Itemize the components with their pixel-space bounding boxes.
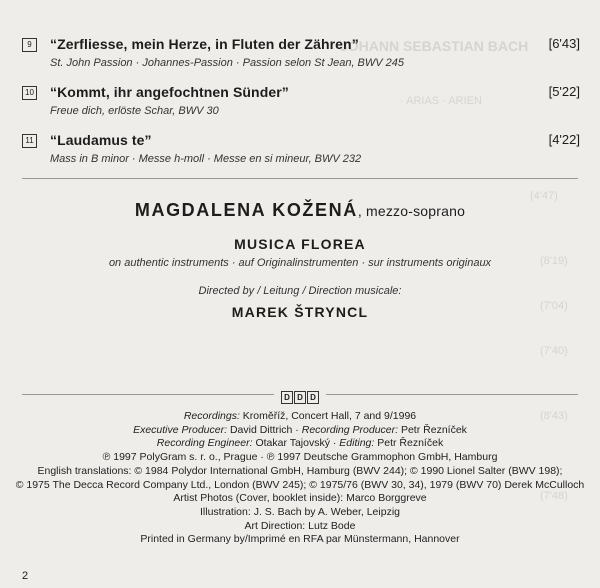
credit-illustration: Illustration: J. S. Bach by A. Weber, Leipzig	[200, 505, 400, 518]
track-source: St. John Passion · Johannes-Passion · Passion selon St Jean, BWV 245	[50, 57, 405, 69]
track-source: Mass in B minor · Messe h-moll · Messe en si mineur, BWV 232	[50, 153, 362, 165]
ddd-letter: D	[281, 391, 293, 404]
credit-phonogram: ℗ 1997 PolyGram s. r. o., Prague · ℗ 1997 Deutsche Grammophon GmbH, Hamburg	[102, 451, 498, 464]
credit-art-direction: Art Direction: Lutz Bode	[244, 519, 356, 532]
track-number: 9	[22, 38, 37, 52]
ensemble-name: MUSICA FLOREA	[234, 236, 366, 252]
track-duration: [4'22]	[548, 132, 580, 147]
credit-engineer: Recording Engineer: Otakar Tajovský · Editing: Petr Řezníček	[156, 437, 444, 450]
credit-value: Otakar Tajovský	[255, 437, 330, 450]
show-through-decoration: (7'40)	[540, 345, 568, 357]
credit-photos: Artist Photos (Cover, booklet inside): Marco Borggreve	[173, 492, 427, 505]
track-number: 10	[22, 86, 37, 100]
credit-translations: English translations: © 1984 Polydor International GmbH, Hamburg (BWV 244); © 1990 Lionel Salter (BWV 198);	[37, 464, 563, 477]
page-number: 2	[22, 570, 29, 582]
track-title: “Laudamus te”	[50, 132, 152, 148]
track-number: 11	[22, 134, 37, 148]
ddd-badge	[0, 387, 600, 405]
credit-producers: Executive Producer: David Dittrich · Recording Producer: Petr Řezníček	[133, 423, 467, 436]
show-through-decoration: (7'48)	[540, 490, 568, 502]
credit-label: Recording Producer:	[301, 423, 399, 436]
credit-decca: © 1975 The Decca Record Company Ltd., London (BWV 245); © 1975/76 (BWV 30, 34), 1979 (BWV 70) Derek McCulloch	[15, 478, 585, 491]
directed-by-label: Directed by / Leitung / Direction musicale:	[198, 285, 402, 297]
performer-line	[0, 200, 600, 221]
performer-name: MAGDALENA KOŽENÁ	[134, 200, 358, 220]
credits-block	[0, 410, 600, 547]
ddd-letter: D	[307, 391, 319, 404]
ddd-letter: D	[294, 391, 306, 404]
credit-label: Recordings:	[183, 410, 240, 422]
track-duration: [6'43]	[548, 36, 580, 51]
show-through-decoration: (7'04)	[540, 300, 568, 312]
performer-role: , mezzo-soprano	[357, 203, 466, 219]
divider-rule	[22, 178, 578, 179]
show-through-decoration: · ARIAS · ARIEN	[400, 95, 482, 107]
credit-value: Petr Řezníček	[400, 423, 467, 436]
show-through-decoration: (8'19)	[540, 255, 568, 267]
credit-value: David Dittrich	[229, 423, 293, 436]
show-through-decoration: (4'47)	[530, 190, 558, 202]
credit-printed: Printed in Germany by/Imprimé en RFA par Münstermann, Hannover	[140, 533, 460, 546]
credit-label: Recording Engineer:	[156, 437, 253, 450]
credit-label: Executive Producer:	[133, 423, 228, 436]
credit-value: Kroměříž, Concert Hall, 7 and 9/1996	[242, 410, 417, 422]
conductor-name: MAREK ŠTRYNCL	[231, 304, 369, 320]
credit-label: Editing:	[339, 437, 375, 450]
track-duration: [5'22]	[548, 84, 580, 99]
track-title: “Kommt, ihr angefochtnen Sünder”	[50, 84, 289, 100]
track-source: Freue dich, erlöste Schar, BWV 30	[50, 105, 219, 117]
show-through-decoration: (8'43)	[540, 410, 568, 422]
instruments-note: on authentic instruments · auf Originalinstrumenten · sur instruments originaux	[108, 257, 492, 269]
show-through-decoration: JOHANN SEBASTIAN BACH	[340, 38, 529, 54]
credit-value: Petr Řezníček	[377, 437, 444, 450]
track-title: “Zerfliesse, mein Herze, in Fluten der Zähren”	[50, 36, 359, 52]
credit-recordings	[0, 410, 600, 424]
